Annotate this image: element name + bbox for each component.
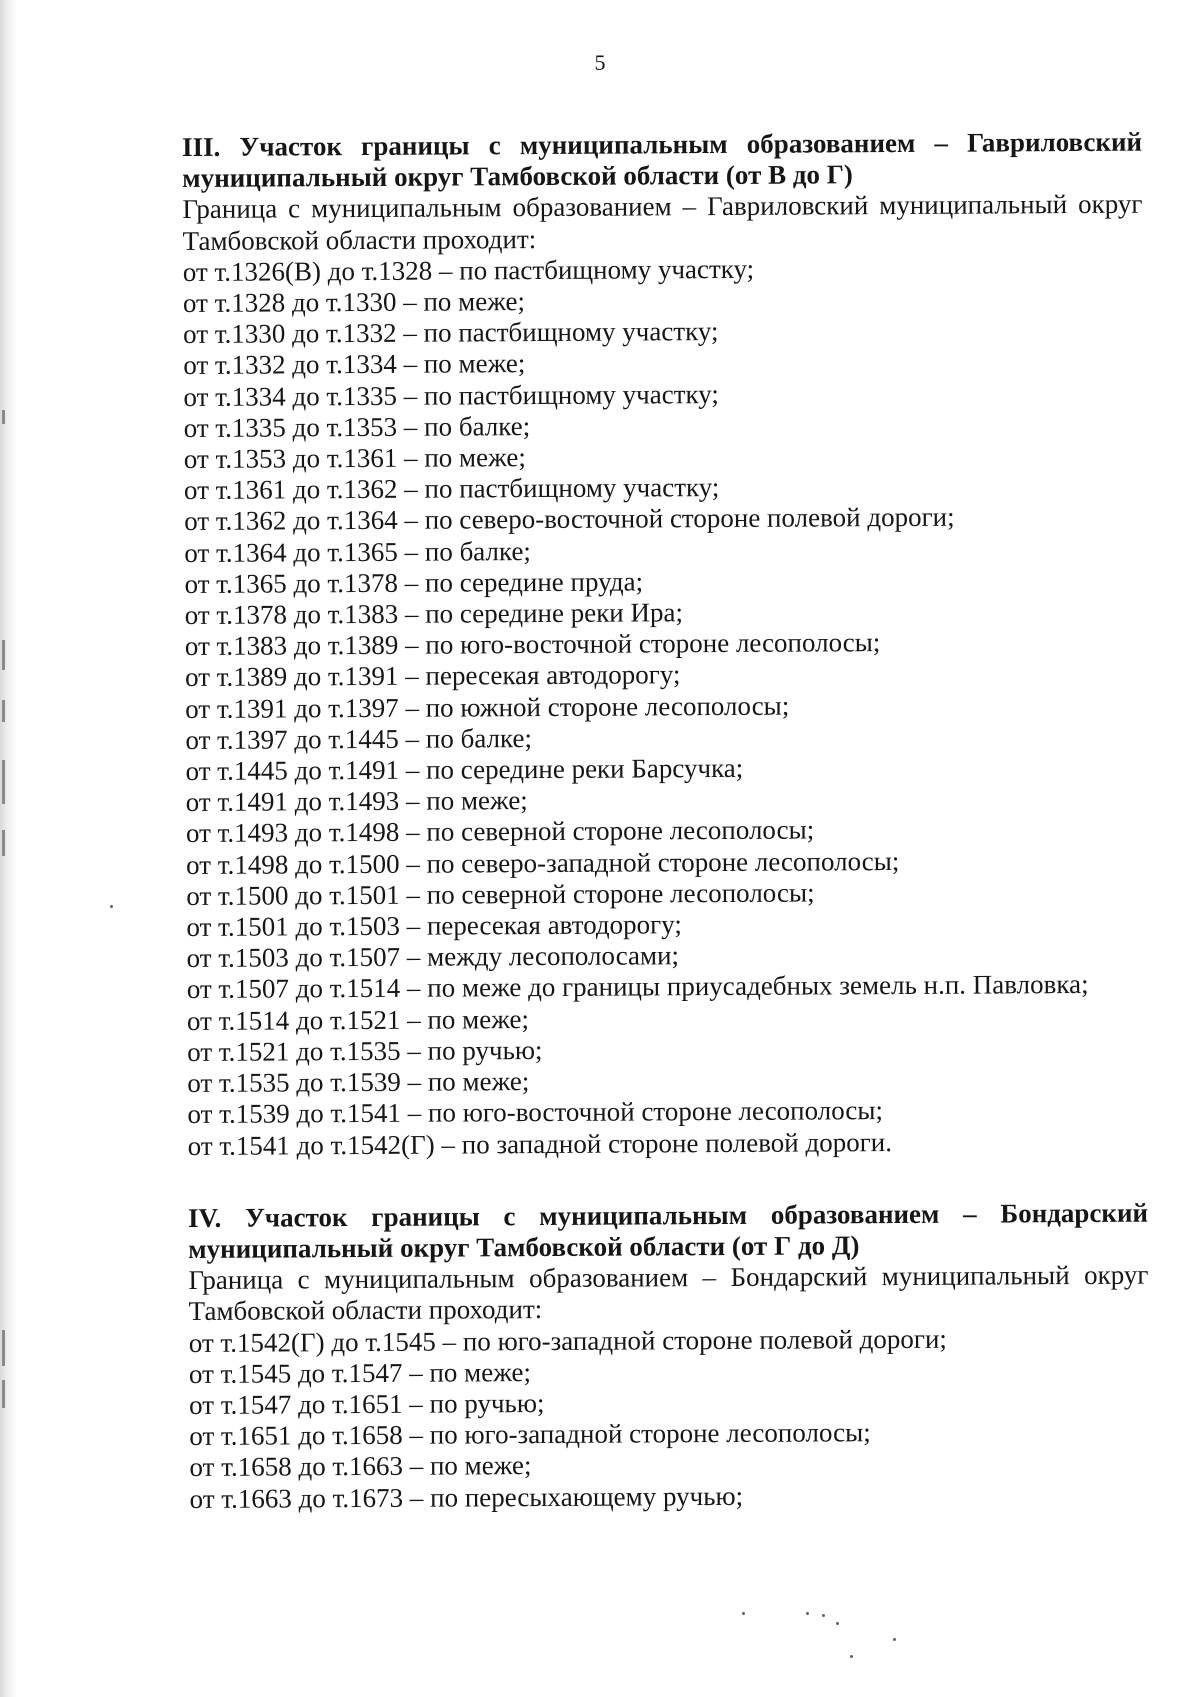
boundary-row: от т.1335 до т.1353 – по балке; bbox=[183, 410, 531, 443]
boundary-row: от т.1389 до т.1391 – пересекая автодорогу; bbox=[184, 659, 681, 693]
scan-speck bbox=[806, 1612, 809, 1615]
boundary-row: от т.1503 до т.1507 – между лесополосами; bbox=[186, 940, 680, 974]
section-title: III. Участок границы с муниципальным образованием – Гавриловский муниципальный округ Тамбовской области (от В до Г) bbox=[182, 126, 1143, 194]
boundary-row: от т.1330 до т.1332 – по пастбищному участку; bbox=[183, 316, 719, 350]
boundary-list bbox=[183, 251, 1148, 1161]
boundary-row: от т.1651 до т.1658 – по юго-западной стороне лесополосы; bbox=[189, 1417, 871, 1452]
boundary-row: от т.1545 до т.1547 – по меже; bbox=[188, 1356, 532, 1389]
boundary-row: от т.1445 до т.1491 – по середине реки Барсучка; bbox=[185, 752, 744, 787]
boundary-row: от т.1383 до т.1389 – по юго-восточной стороне лесополосы; bbox=[184, 627, 881, 662]
scan-speck bbox=[110, 905, 113, 908]
boundary-row: от т.1658 до т.1663 – по меже; bbox=[189, 1450, 532, 1483]
scan-speck bbox=[850, 1655, 853, 1658]
page-number: 5 bbox=[594, 50, 606, 75]
boundary-row: от т.1514 до т.1521 – по меже; bbox=[186, 1003, 530, 1036]
boundary-row: от т.1547 до т.1651 – по ручью; bbox=[189, 1387, 545, 1420]
boundary-row: от т.1491 до т.1493 – по меже; bbox=[185, 785, 528, 818]
boundary-row: от т.1334 до т.1335 – по пастбищному участку; bbox=[183, 378, 719, 412]
boundary-row: от т.1353 до т.1361 – по меже; bbox=[183, 442, 526, 475]
boundary-row: от т.1361 до т.1362 – по пастбищному участку; bbox=[183, 472, 720, 506]
boundary-row: от т.1365 до т.1378 – по середине пруда; bbox=[184, 566, 644, 599]
boundary-row: от т.1541 до т.1542(Г) – по западной стороне полевой дороги. bbox=[187, 1126, 893, 1161]
scan-edge-shadow bbox=[0, 0, 16, 1697]
scan-speck bbox=[893, 1638, 896, 1641]
boundary-row: от т.1391 до т.1397 – по южной стороне лесополосы; bbox=[185, 690, 790, 724]
boundary-row: от т.1501 до т.1503 – пересекая автодорогу; bbox=[186, 909, 682, 943]
boundary-row: от т.1362 до т.1364 – по северо-восточной стороне полевой дороги; bbox=[184, 502, 955, 537]
boundary-row: от т.1500 до т.1501 – по северной стороне лесополосы; bbox=[186, 877, 815, 911]
scan-speck bbox=[836, 1622, 839, 1625]
boundary-row: от т.1539 до т.1541 – по юго-восточной стороне лесополосы; bbox=[187, 1095, 884, 1130]
section-intro: Граница с муниципальным образованием – Бондарский муниципальный округ Тамбовской области проходит: bbox=[188, 1259, 1149, 1327]
boundary-row: от т.1364 до т.1365 – по балке; bbox=[184, 535, 531, 568]
section-spacer bbox=[188, 1156, 1148, 1202]
scan-speck bbox=[822, 1614, 825, 1617]
section-iv bbox=[188, 1197, 1150, 1514]
boundary-row: от т.1521 до т.1535 – по ручью; bbox=[187, 1034, 543, 1067]
boundary-row: от т.1535 до т.1539 – по меже; bbox=[187, 1066, 530, 1099]
boundary-row: от т.1328 до т.1330 – по меже; bbox=[182, 286, 526, 319]
boundary-row: от т.1663 до т.1673 – по пересыхающему ручью; bbox=[189, 1480, 744, 1514]
boundary-row: от т.1332 до т.1334 – по меже; bbox=[183, 348, 526, 381]
boundary-row: от т.1493 до т.1498 – по северной стороне лесополосы; bbox=[185, 814, 815, 849]
boundary-row: от т.1326(В) до т.1328 – по пастбищному участку; bbox=[182, 253, 755, 287]
boundary-row: от т.1378 до т.1383 – по середине реки Ира; bbox=[184, 597, 684, 631]
boundary-row: от т.1397 до т.1445 – по балке; bbox=[185, 722, 533, 755]
boundary-row: от т.1542(Г) до т.1545 – по юго-западной стороне полевой дороги; bbox=[188, 1323, 947, 1358]
boundary-row: от т.1507 до т.1514 – по меже до границы приусадебных земель н.п. Павловка; bbox=[186, 969, 1089, 1005]
section-intro: Граница с муниципальным образованием – Гавриловский муниципальный округ Тамбовской области проходит: bbox=[182, 189, 1143, 256]
document-body bbox=[182, 127, 1150, 1515]
boundary-row: от т.1498 до т.1500 – по северо-западной стороне лесополосы; bbox=[186, 845, 900, 880]
scan-speck bbox=[742, 1612, 745, 1615]
section-iii bbox=[182, 127, 1148, 1162]
section-title: IV. Участок границы с муниципальным образованием – Бондарский муниципальный округ Тамбовской области (от Г до Д) bbox=[187, 1197, 1149, 1264]
boundary-list bbox=[189, 1322, 1150, 1515]
